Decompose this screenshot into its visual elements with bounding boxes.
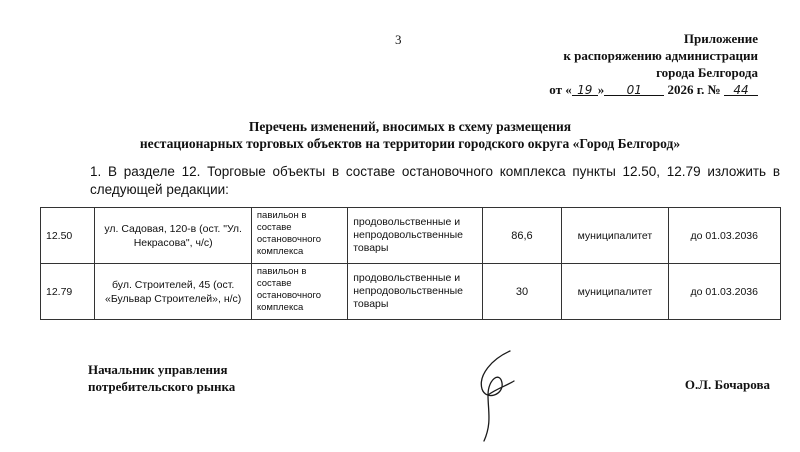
- cell-specialization: продовольственные и непродовольственные товары: [348, 264, 483, 320]
- objects-table: [40, 207, 781, 320]
- cell-address: бул. Строителей, 45 (ост. «Бульвар Строителей», н/с): [95, 264, 251, 320]
- cell-address: ул. Садовая, 120-в (ост. "Ул. Некрасова", ч/с): [95, 208, 251, 264]
- table-row: [41, 264, 781, 320]
- cell-area: 30: [482, 264, 561, 320]
- cell-ownership: муниципалитет: [562, 208, 668, 264]
- date-year: 2026 г. №: [667, 82, 721, 97]
- cell-object-type: павильон в составе остановочного комплекса: [251, 208, 347, 264]
- handwritten-signature: [462, 345, 532, 445]
- date-mid: »: [597, 82, 605, 97]
- cell-ownership: муниципалитет: [562, 264, 668, 320]
- date-prefix: от «: [549, 82, 572, 97]
- page-number: 3: [395, 32, 402, 47]
- heading-line-2: нестационарных торговых объектов на территории городского округа «Город Белгород»: [139, 136, 681, 151]
- document-number: 44: [724, 82, 758, 96]
- date-day: 19: [572, 82, 598, 96]
- cell-term: до 01.03.2036: [668, 208, 780, 264]
- appendix-line-2: к распоряжению администрации: [563, 48, 758, 63]
- appendix-date-line: [438, 81, 758, 98]
- cell-number: 12.50: [41, 208, 95, 264]
- position-line-1: Начальник управления: [88, 362, 228, 377]
- cell-specialization: продовольственные и непродовольственные товары: [348, 208, 483, 264]
- cell-object-type: павильон в составе остановочного комплекса: [251, 264, 347, 320]
- position-line-2: потребительского рынка: [88, 379, 236, 394]
- instruction-paragraph: 1. В разделе 12. Торговые объекты в составе остановочного комплекса пункты 12.50, 12.79 изложить в следующей редакции:: [90, 164, 780, 197]
- signatory-name: О.Л. Бочарова: [684, 377, 770, 392]
- date-month: 01: [604, 82, 664, 96]
- cell-term: до 01.03.2036: [668, 264, 780, 320]
- appendix-title: Приложение: [683, 31, 758, 46]
- table-row: [41, 208, 781, 264]
- appendix-header: [438, 30, 758, 98]
- signatory-position: [88, 361, 235, 395]
- cell-number: 12.79: [41, 264, 95, 320]
- appendix-line-3: города Белгорода: [656, 65, 758, 80]
- heading-line-1: Перечень изменений, вносимых в схему размещения: [248, 119, 572, 134]
- cell-area: 86,6: [482, 208, 561, 264]
- document-heading: [90, 118, 730, 152]
